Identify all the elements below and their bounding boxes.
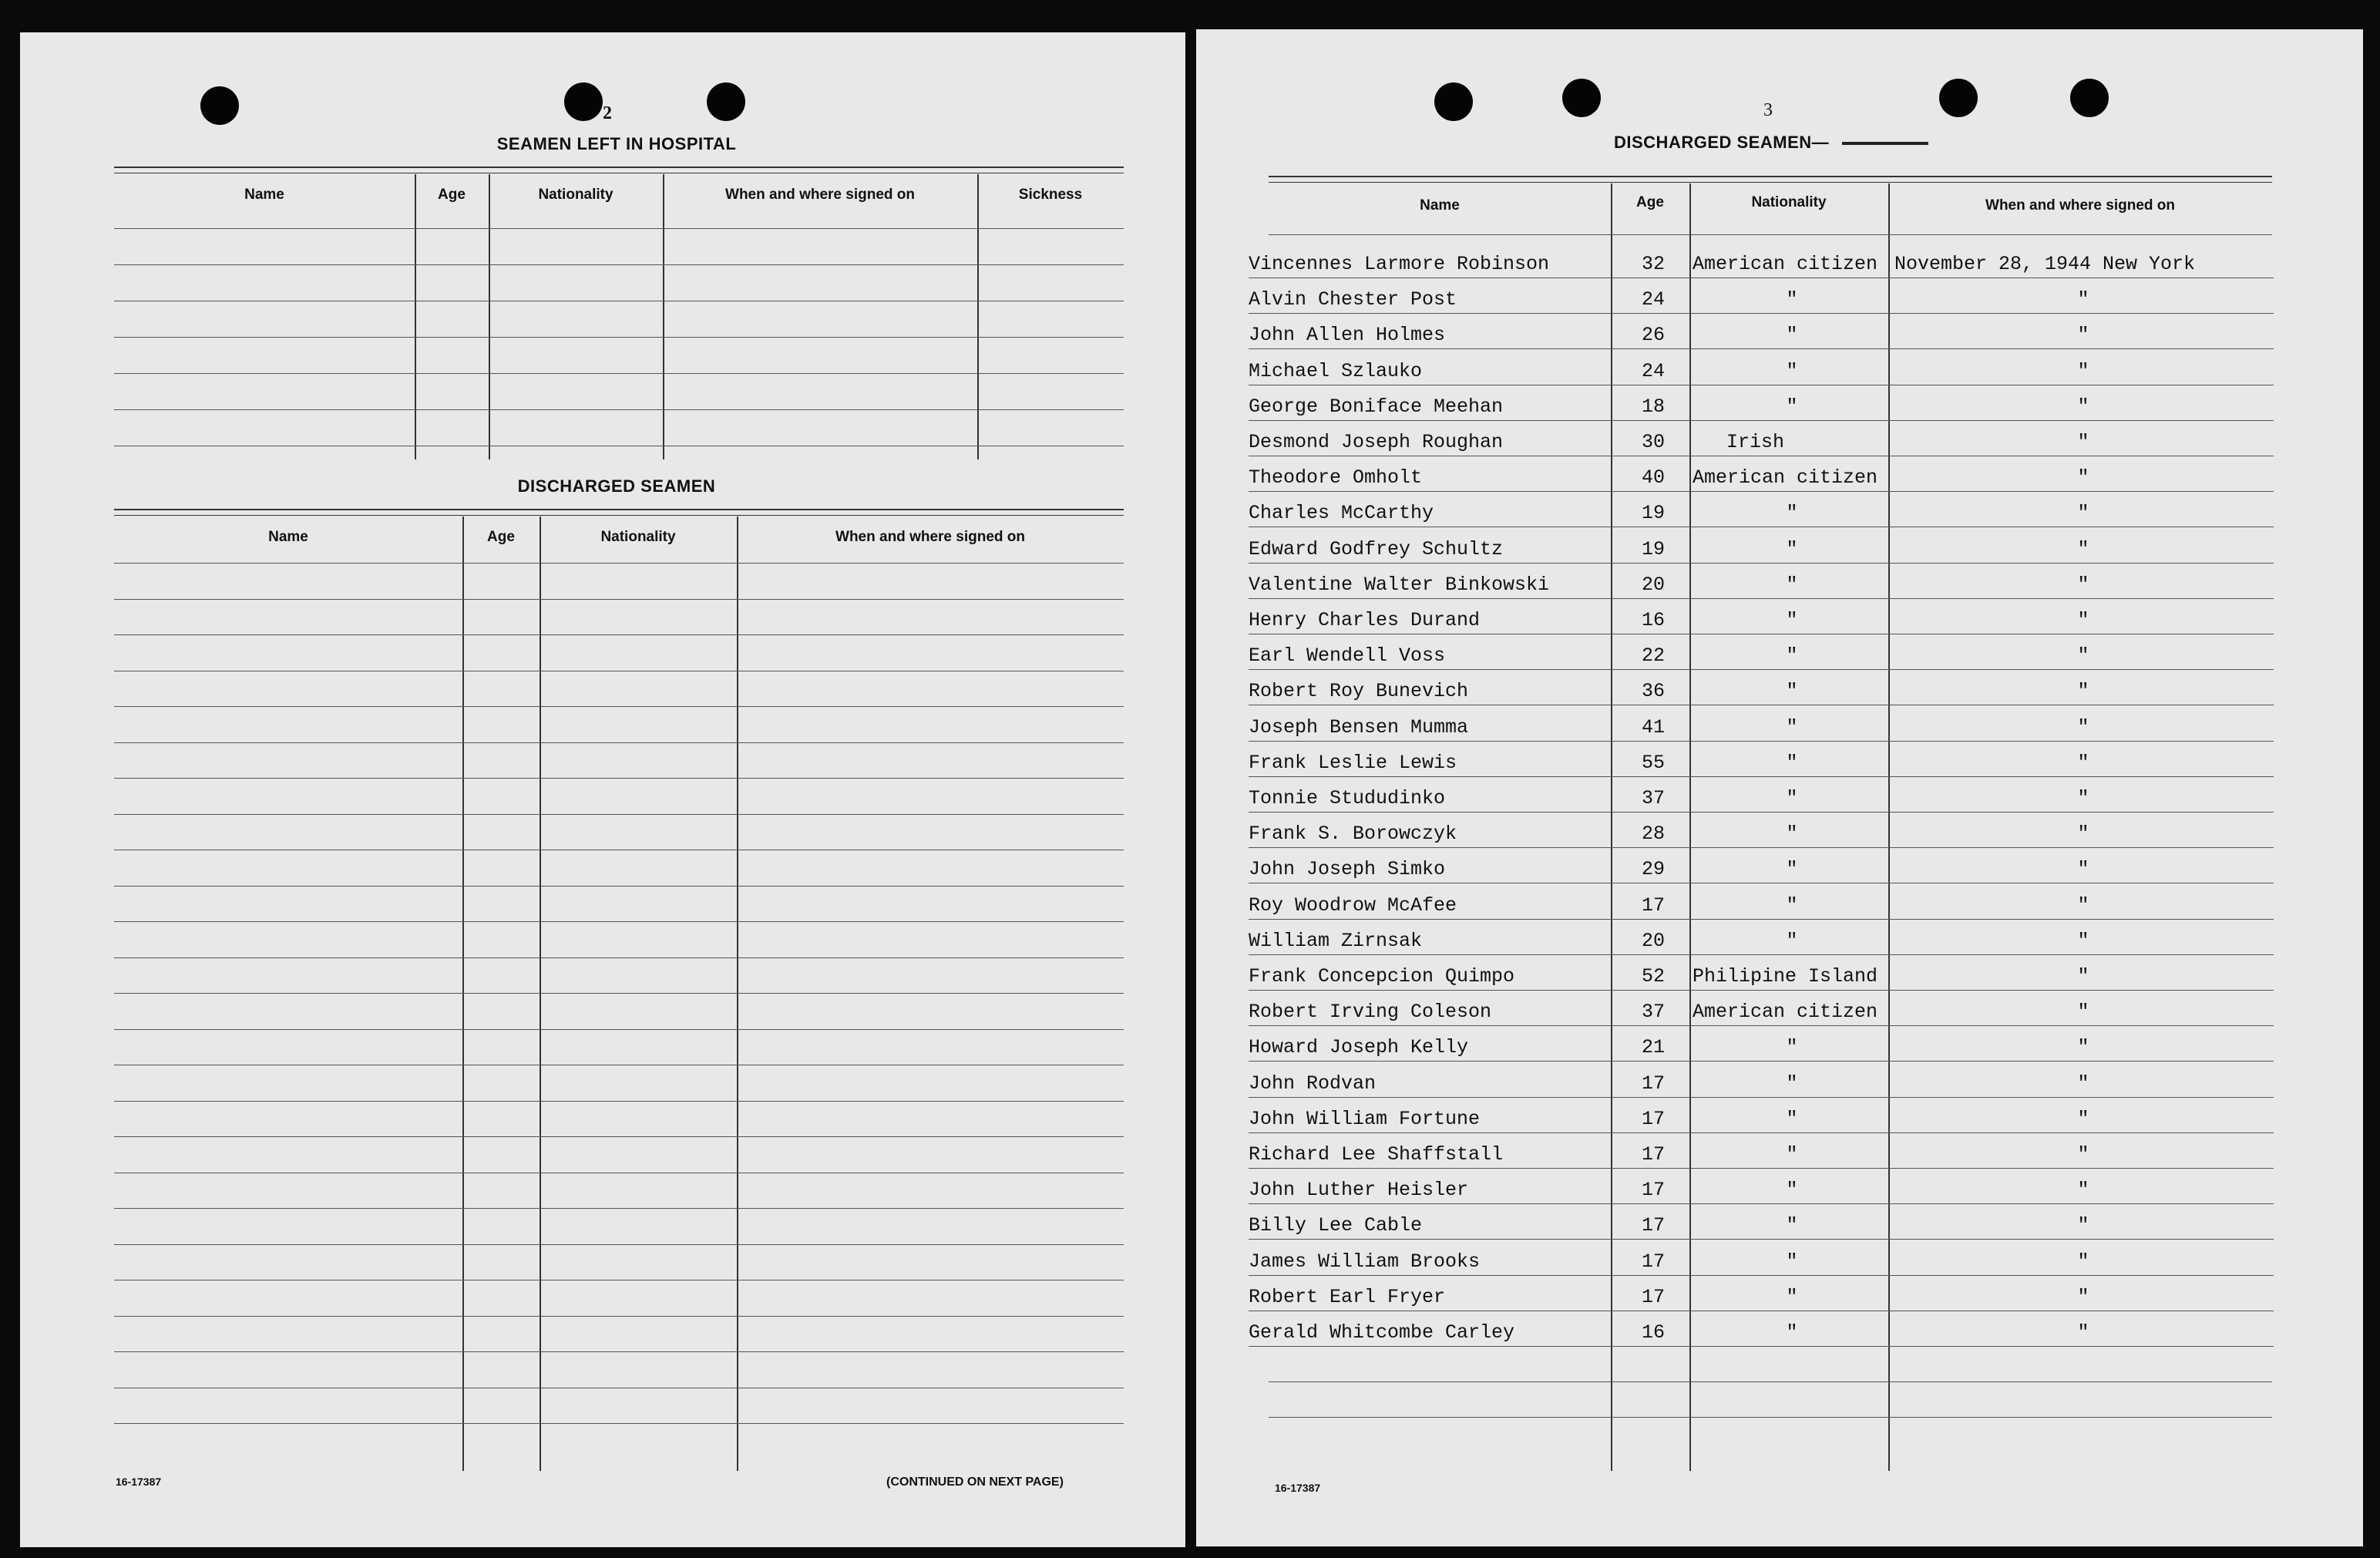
seaman-age: 21 <box>1641 1036 1665 1058</box>
seaman-age: 17 <box>1641 1214 1665 1237</box>
seaman-signed-on: " <box>2077 752 2089 774</box>
seaman-signed-on: " <box>2077 431 2089 453</box>
seaman-age: 17 <box>1641 1286 1665 1308</box>
seaman-name: John Rodvan <box>1249 1072 1377 1095</box>
seaman-nationality: " <box>1786 1286 1798 1308</box>
seaman-name: Gerald Whitcombe Carley <box>1249 1321 1515 1344</box>
column-header-name: Name <box>1420 197 1460 214</box>
seaman-nationality: " <box>1786 538 1798 560</box>
seaman-age: 22 <box>1641 644 1665 667</box>
seaman-signed-on: " <box>2077 894 2089 917</box>
seaman-signed-on: " <box>2077 609 2089 631</box>
seaman-signed-on: " <box>2077 1108 2089 1130</box>
seaman-age: 17 <box>1641 1250 1665 1273</box>
column-header-nationality: Nationality <box>600 529 676 545</box>
seaman-nationality: " <box>1786 1214 1798 1237</box>
column-header-signed-on: When and where signed on <box>1985 197 2175 214</box>
seaman-name: Valentine Walter Binkowski <box>1249 574 1550 596</box>
seaman-age: 17 <box>1641 894 1665 917</box>
page-number: 2 <box>603 103 612 123</box>
seaman-name: Robert Irving Coleson <box>1249 1001 1492 1023</box>
seaman-nationality: " <box>1786 1108 1798 1130</box>
seaman-signed-on: " <box>2077 466 2089 489</box>
punch-hole <box>200 86 239 125</box>
column-header-age: Age <box>438 187 466 203</box>
seaman-age: 40 <box>1641 466 1665 489</box>
seaman-age: 30 <box>1641 431 1665 453</box>
seaman-signed-on: " <box>2077 1036 2089 1058</box>
seaman-signed-on: " <box>2077 1286 2089 1308</box>
page-number: 3 <box>1763 100 1773 120</box>
seaman-name: Richard Lee Shaffstall <box>1249 1143 1504 1166</box>
seaman-age: 17 <box>1641 1179 1665 1201</box>
seaman-name: Alvin Chester Post <box>1249 288 1457 311</box>
seaman-age: 52 <box>1641 965 1665 988</box>
column-header-name: Name <box>244 187 284 203</box>
seaman-name: Charles McCarthy <box>1249 502 1434 524</box>
seaman-signed-on: " <box>2077 502 2089 524</box>
seaman-age: 32 <box>1641 253 1665 275</box>
strikeout-mark <box>1842 142 1928 145</box>
seaman-nationality: " <box>1786 502 1798 524</box>
seaman-nationality: " <box>1786 680 1798 702</box>
column-header-age: Age <box>1636 194 1664 210</box>
seaman-signed-on: " <box>2077 574 2089 596</box>
seaman-age: 18 <box>1641 395 1665 418</box>
seaman-name: William Zirnsak <box>1249 930 1423 952</box>
seaman-age: 20 <box>1641 930 1665 952</box>
seaman-nationality: " <box>1786 823 1798 845</box>
seaman-signed-on: " <box>2077 823 2089 845</box>
seaman-name: Desmond Joseph Roughan <box>1249 431 1504 453</box>
seaman-nationality: " <box>1786 787 1798 809</box>
column-header-age: Age <box>487 529 515 545</box>
seaman-signed-on: " <box>2077 680 2089 702</box>
seaman-nationality: " <box>1786 1143 1798 1166</box>
hospital-section-title: SEAMEN LEFT IN HOSPITAL <box>496 134 737 153</box>
seaman-age: 36 <box>1641 680 1665 702</box>
seaman-nationality: American citizen <box>1693 253 1878 275</box>
form-number: 16-17387 <box>116 1476 162 1488</box>
discharged-section-title: DISCHARGED SEAMEN <box>517 476 716 496</box>
punch-hole <box>1939 79 1978 117</box>
seaman-nationality: " <box>1786 752 1798 774</box>
seaman-age: 24 <box>1641 288 1665 311</box>
seaman-name: Tonnie Stududinko <box>1249 787 1446 809</box>
punch-hole <box>2070 79 2109 117</box>
column-header-signed-on: When and where signed on <box>725 187 915 203</box>
column-header-nationality: Nationality <box>1751 194 1827 210</box>
seaman-name: Frank Leslie Lewis <box>1249 752 1457 774</box>
seaman-name: Robert Roy Bunevich <box>1249 680 1469 702</box>
seaman-nationality: " <box>1786 858 1798 880</box>
seaman-name: Vincennes Larmore Robinson <box>1249 253 1550 275</box>
seaman-age: 19 <box>1641 538 1665 560</box>
seaman-age: 37 <box>1641 1001 1665 1023</box>
seaman-nationality: " <box>1786 324 1798 346</box>
punch-hole <box>1434 82 1473 121</box>
seaman-signed-on: " <box>2077 538 2089 560</box>
continued-note: (CONTINUED ON NEXT PAGE) <box>886 1476 1064 1489</box>
seaman-signed-on: " <box>2077 716 2089 739</box>
seaman-signed-on: " <box>2077 858 2089 880</box>
seaman-signed-on: " <box>2077 1143 2089 1166</box>
seaman-name: John Allen Holmes <box>1249 324 1446 346</box>
seaman-nationality: Philipine Island <box>1693 965 1878 988</box>
seaman-age: 26 <box>1641 324 1665 346</box>
seaman-nationality: " <box>1786 395 1798 418</box>
seaman-age: 24 <box>1641 360 1665 382</box>
seaman-nationality: " <box>1786 716 1798 739</box>
seaman-name: Theodore Omholt <box>1249 466 1423 489</box>
seaman-signed-on: " <box>2077 395 2089 418</box>
seaman-name: Earl Wendell Voss <box>1249 644 1446 667</box>
punch-hole <box>564 82 603 121</box>
seaman-signed-on: " <box>2077 360 2089 382</box>
column-header-sickness: Sickness <box>1018 187 1083 203</box>
seaman-name: Frank S. Borowczyk <box>1249 823 1457 845</box>
seaman-signed-on: " <box>2077 1250 2089 1273</box>
seaman-nationality: " <box>1786 1321 1798 1344</box>
column-header-nationality: Nationality <box>538 187 613 203</box>
seaman-age: 28 <box>1641 823 1665 845</box>
seaman-name: Frank Concepcion Quimpo <box>1249 965 1515 988</box>
seaman-nationality: American citizen <box>1693 466 1878 489</box>
column-header-signed-on: When and where signed on <box>835 529 1025 545</box>
seaman-signed-on: " <box>2077 1321 2089 1344</box>
seaman-nationality: " <box>1786 930 1798 952</box>
seaman-name: George Boniface Meehan <box>1249 395 1504 418</box>
punch-hole <box>707 82 745 121</box>
seaman-name: Howard Joseph Kelly <box>1249 1036 1469 1058</box>
seaman-age: 55 <box>1641 752 1665 774</box>
seaman-nationality: " <box>1786 1036 1798 1058</box>
seaman-signed-on: November 28, 1944 New York <box>1894 253 2196 275</box>
seaman-name: James William Brooks <box>1249 1250 1481 1273</box>
seaman-age: 29 <box>1641 858 1665 880</box>
seaman-age: 17 <box>1641 1072 1665 1095</box>
seaman-signed-on: " <box>2077 288 2089 311</box>
seaman-age: 16 <box>1641 609 1665 631</box>
seaman-name: Joseph Bensen Mumma <box>1249 716 1469 739</box>
seaman-signed-on: " <box>2077 965 2089 988</box>
seaman-signed-on: " <box>2077 1179 2089 1201</box>
seaman-nationality: " <box>1786 644 1798 667</box>
seaman-age: 17 <box>1641 1108 1665 1130</box>
seaman-name: Billy Lee Cable <box>1249 1214 1423 1237</box>
seaman-nationality: " <box>1786 574 1798 596</box>
seaman-signed-on: " <box>2077 644 2089 667</box>
seaman-signed-on: " <box>2077 324 2089 346</box>
punch-hole <box>1562 79 1601 117</box>
seaman-name: Edward Godfrey Schultz <box>1249 538 1504 560</box>
seaman-name: Michael Szlauko <box>1249 360 1423 382</box>
seaman-nationality: " <box>1786 360 1798 382</box>
seaman-age: 17 <box>1641 1143 1665 1166</box>
seaman-nationality: Irish <box>1726 431 1785 453</box>
seaman-nationality: " <box>1786 1179 1798 1201</box>
seaman-name: Robert Earl Fryer <box>1249 1286 1446 1308</box>
seaman-signed-on: " <box>2077 930 2089 952</box>
seaman-nationality: " <box>1786 1250 1798 1273</box>
seaman-nationality: " <box>1786 609 1798 631</box>
left-page <box>20 32 1185 1547</box>
seaman-nationality: " <box>1786 1072 1798 1095</box>
seaman-name: Henry Charles Durand <box>1249 609 1481 631</box>
seaman-age: 20 <box>1641 574 1665 596</box>
seaman-signed-on: " <box>2077 1072 2089 1095</box>
seaman-nationality: American citizen <box>1693 1001 1878 1023</box>
seaman-signed-on: " <box>2077 1001 2089 1023</box>
seaman-age: 37 <box>1641 787 1665 809</box>
seaman-nationality: " <box>1786 894 1798 917</box>
right-section-title: DISCHARGED SEAMEN— <box>1614 133 1830 152</box>
form-number: 16-17387 <box>1275 1482 1321 1494</box>
seaman-name: Roy Woodrow McAfee <box>1249 894 1457 917</box>
seaman-signed-on: " <box>2077 1214 2089 1237</box>
column-header-name: Name <box>268 529 308 545</box>
seaman-nationality: " <box>1786 288 1798 311</box>
seaman-age: 16 <box>1641 1321 1665 1344</box>
seaman-name: John Joseph Simko <box>1249 858 1446 880</box>
seaman-age: 19 <box>1641 502 1665 524</box>
seaman-signed-on: " <box>2077 787 2089 809</box>
seaman-name: John William Fortune <box>1249 1108 1481 1130</box>
seaman-name: John Luther Heisler <box>1249 1179 1469 1201</box>
seaman-age: 41 <box>1641 716 1665 739</box>
